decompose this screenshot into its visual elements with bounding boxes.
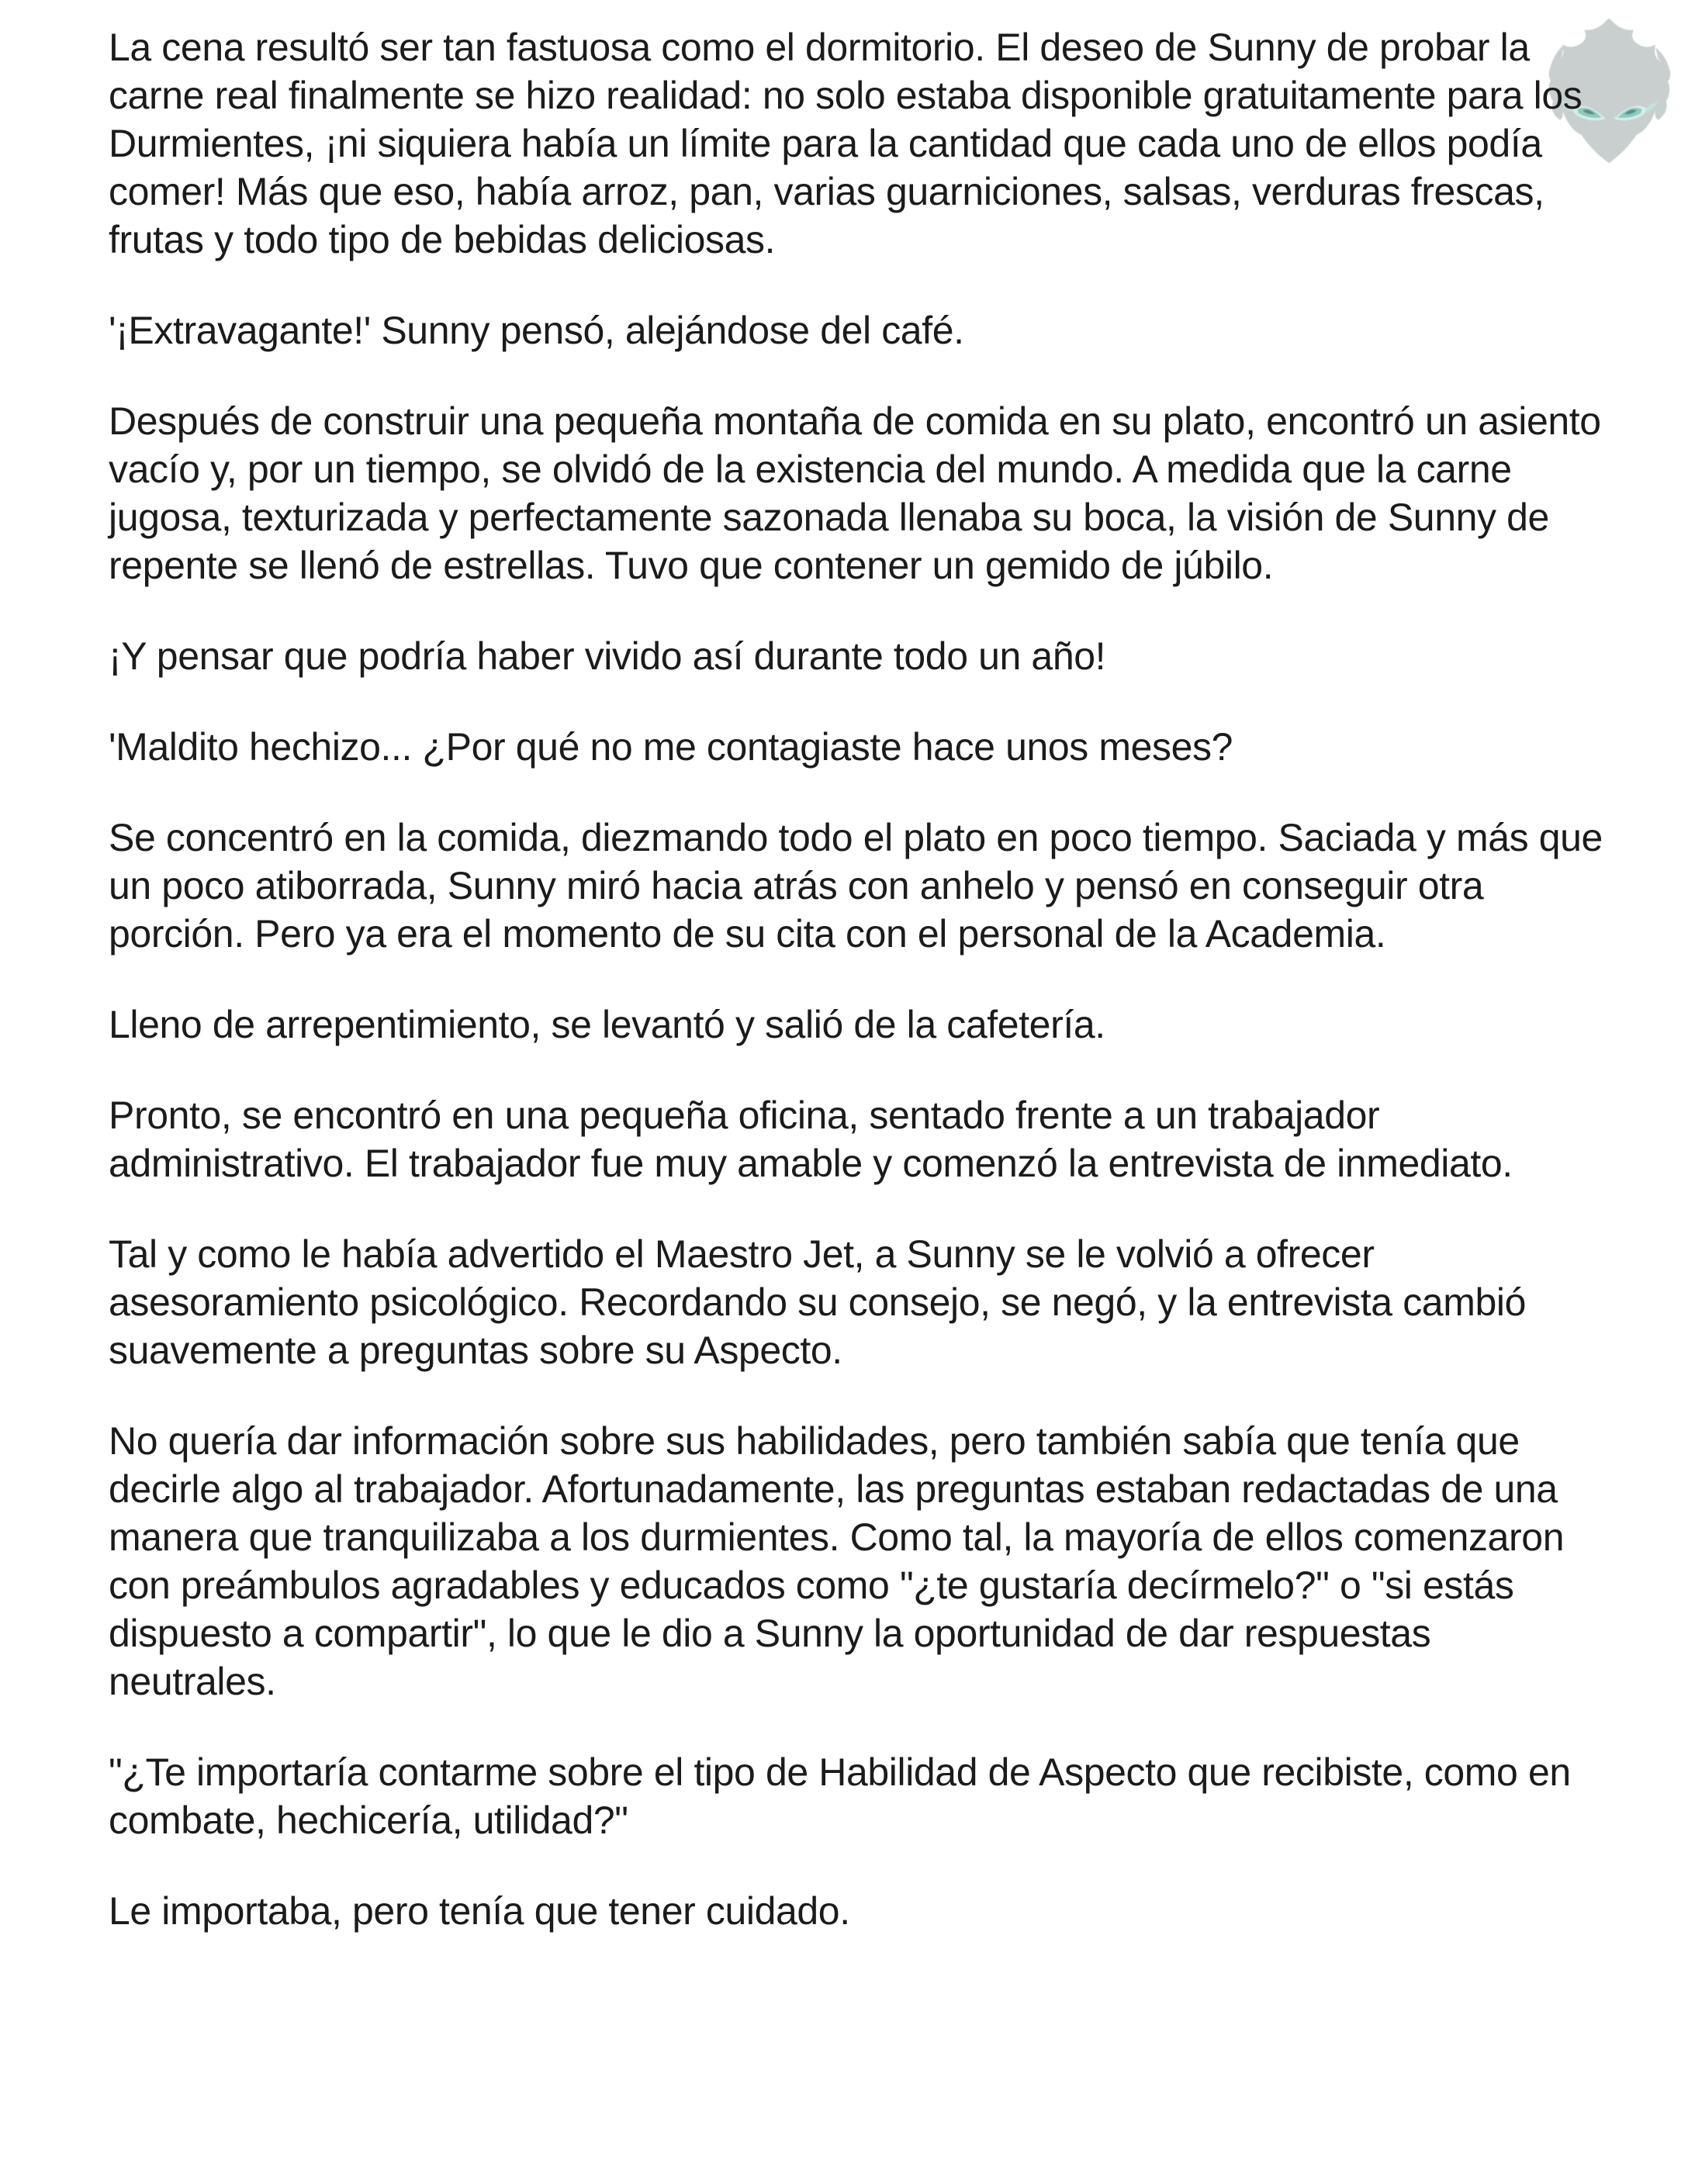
paragraph: 'Maldito hechizo... ¿Por qué no me contagiaste hace unos meses? [109, 725, 1233, 769]
paragraph: Tal y como le había advertido el Maestro Jet, a Sunny se le volvió a ofrecer asesoramiento psicológico. Recordando su consejo, se negó, y la entrevista cambió suavemente a preguntas sobre su Aspecto. [109, 1232, 1526, 1372]
paragraph: "¿Te importaría contarme sobre el tipo de Habilidad de Aspecto que recibiste, como en combate, hechicería, utilidad?" [109, 1750, 1571, 1842]
paragraph: No quería dar información sobre sus habilidades, pero también sabía que tenía que decirle algo al trabajador. Afortunadamente, las preguntas estaban redactadas de una manera que tranquilizaba a los durmientes. Como tal, la mayoría de ellos comenzaron con preámbulos agradables y educados como "¿te gustaría decírmelo?" o "si estás dispuesto a compartir", lo que le dio a Sunny la oportunidad de dar respuestas neutrales. [109, 1419, 1565, 1703]
paragraph: '¡Extravagante!' Sunny pensó, alejándose del café. [109, 309, 964, 352]
paragraph: Después de construir una pequeña montaña de comida en su plato, encontró un asiento vacío y, por un tiempo, se olvidó de la existencia del mundo. A medida que la carne jugosa, texturizada y perfectamente sazonada llenaba su boca, la visión de Sunny de repente se llenó de estrellas. Tuvo que contener un gemido de júbilo. [109, 399, 1601, 587]
paragraph: ¡Y pensar que podría haber vivido así durante todo un año! [109, 634, 1106, 678]
paragraph: Pronto, se encontró en una pequeña oficina, sentado frente a un trabajador administrativo. El trabajador fue muy amable y comenzó la entrevista de inmediato. [109, 1094, 1513, 1185]
paragraph: Lleno de arrepentimiento, se levantó y salió de la cafetería. [109, 1003, 1105, 1046]
paragraph: La cena resultó ser tan fastuosa como el dormitorio. El deseo de Sunny de probar la carne real finalmente se hizo realidad: no solo estaba disponible gratuitamente para los Durmientes, ¡ni siquiera había un límite para la cantidad que cada uno de ellos podía comer! Más que eso, había arroz, pan, varias guarniciones, salsas, verduras frescas, frutas y todo tipo de bebidas deliciosas. [109, 26, 1582, 261]
paragraph: Le importaba, pero tenía que tener cuidado. [109, 1889, 850, 1933]
paragraph: Se concentró en la comida, diezmando todo el plato en poco tiempo. Saciada y más que un poco atiborrada, Sunny miró hacia atrás con anhelo y pensó en conseguir otra porción. Pero ya era el momento de su cita con el personal de la Academia. [109, 816, 1603, 955]
chapter-text [109, 23, 1607, 1978]
